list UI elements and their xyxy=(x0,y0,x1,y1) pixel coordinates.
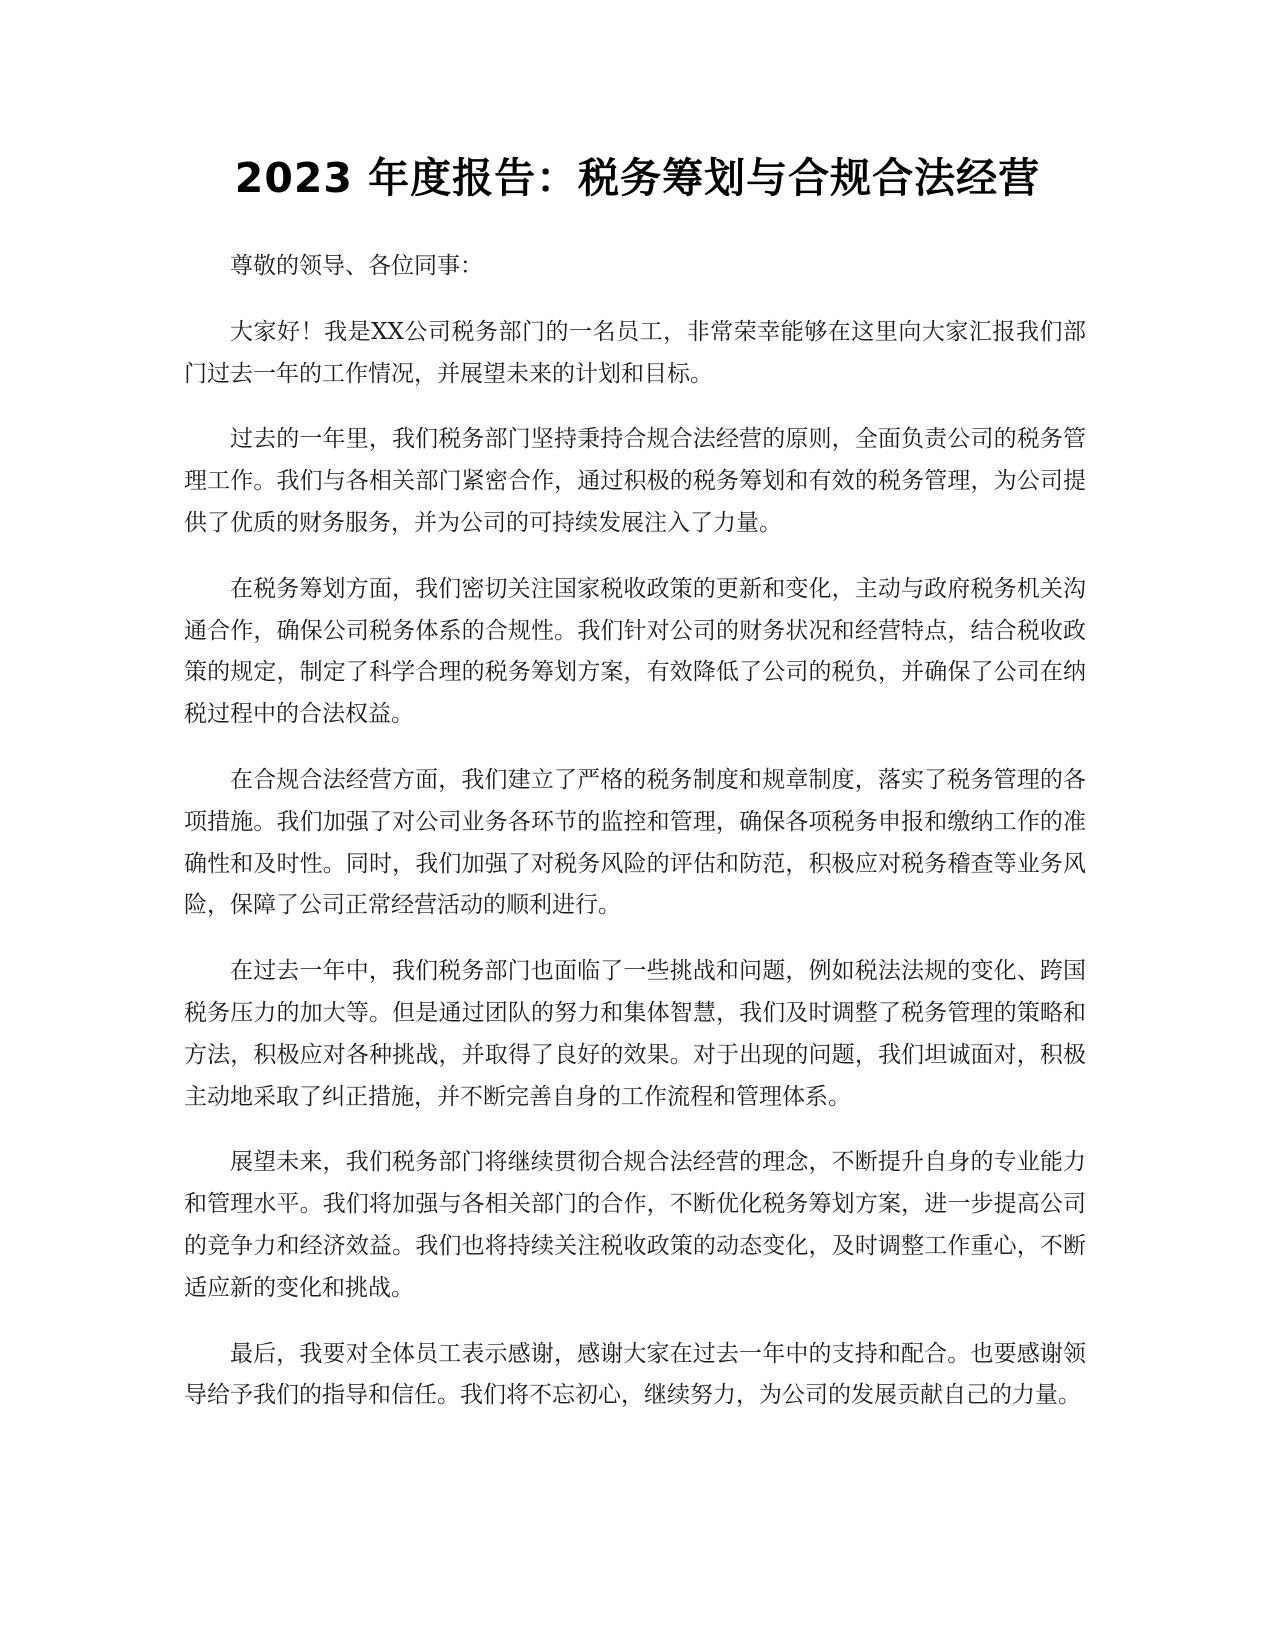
document-title: 2023 年度报告：税务筹划与合规合法经营 xyxy=(234,154,1041,202)
outlook-paragraph: 展望未来，我们税务部门将继续贯彻合规合法经营的理念，不断提升自身的专业能力和管理水平。我们将加强与各相关部门的合作，不断优化税务筹划方案，进一步提高公司的竞争力和经济效益。我们也将持续关注税收政策的动态变化，及时调整工作重心，不断适应新的变化和挑战。 xyxy=(184,1149,1086,1301)
closing-paragraph: 最后，我要对全体员工表示感谢，感谢大家在过去一年中的支持和配合。也要感谢领导给予我们的指导和信任。我们将不忘初心，继续努力，为公司的发展贡献自己的力量。 xyxy=(184,1340,1086,1409)
tax-planning-paragraph: 在税务筹划方面，我们密切关注国家税收政策的更新和变化，主动与政府税务机关沟通合作，确保公司税务体系的合规性。我们针对公司的财务状况和经营特点，结合税收政策的规定，制定了科学合理的税务筹划方案，有效降低了公司的税负，并确保了公司在纳税过程中的合法权益。 xyxy=(184,575,1086,728)
document-body xyxy=(184,246,1086,1441)
review-paragraph: 过去的一年里，我们税务部门坚持秉持合规合法经营的原则，全面负责公司的税务管理工作。我们与各相关部门紧密合作，通过积极的税务筹划和有效的税务管理，为公司提供了优质的财务服务，并为公司的可持续发展注入了力量。 xyxy=(184,426,1086,536)
intro-paragraph: 大家好！我是XX公司税务部门的一名员工，非常荣幸能够在这里向大家汇报我们部门过去一年的工作情况，并展望未来的计划和目标。 xyxy=(184,318,1086,387)
compliance-paragraph: 在合规合法经营方面，我们建立了严格的税务制度和规章制度，落实了税务管理的各项措施。我们加强了对公司业务各环节的监控和管理，确保各项税务申报和缴纳工作的准确性和及时性。同时，我们加强了对税务风险的评估和防范，积极应对税务稽查等业务风险，保障了公司正常经营活动的顺利进行。 xyxy=(184,766,1086,919)
challenges-paragraph: 在过去一年中，我们税务部门也面临了一些挑战和问题，例如税法法规的变化、跨国税务压力的加大等。但是通过团队的努力和集体智慧，我们及时调整了税务管理的策略和方法，积极应对各种挑战，并取得了良好的效果。对于出现的问题，我们坦诚面对，积极主动地采取了纠正措施，并不断完善自身的工作流程和管理体系。 xyxy=(184,958,1086,1110)
greeting-paragraph: 尊敬的领导、各位同事： xyxy=(230,253,483,279)
